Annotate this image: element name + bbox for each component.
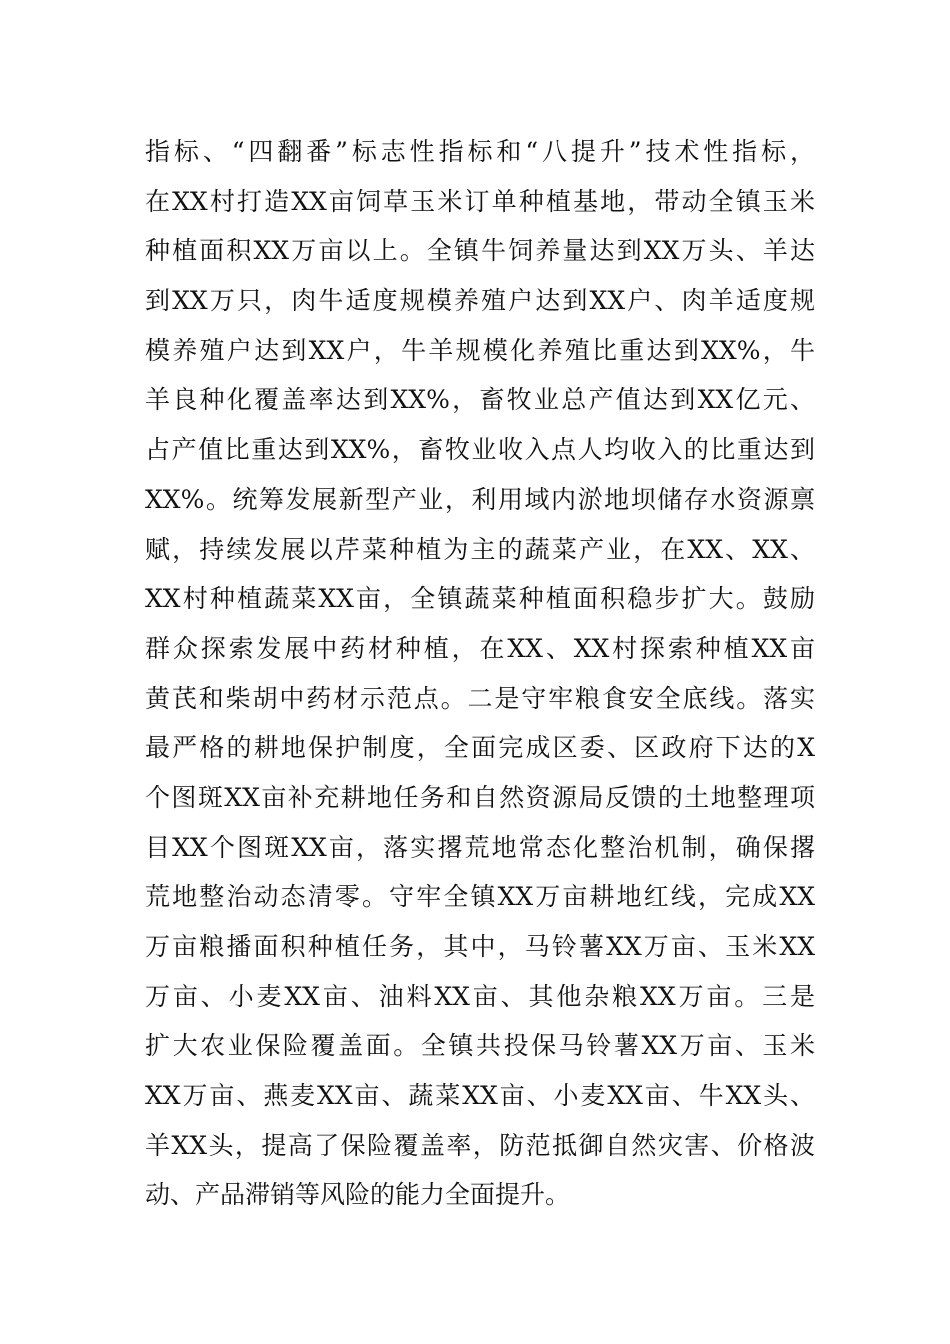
text-line: 群众探索发展中药材种植，在XX、XX村探索种植XX亩 [145,633,815,663]
text-line: 动、产品滞销等风险的能力全面提升。 [145,1180,571,1210]
text-line: XX%。统筹发展新型产业，利用域内淤地坝储存水资源禀 [145,484,815,514]
text-line: 羊XX头，提高了保险覆盖率，防范抵御自然灾害、价格波 [145,1130,815,1160]
text-line: 种植面积XX万亩以上。全镇牛饲养量达到XX万头、羊达 [145,236,815,266]
text-line: 模养殖户达到XX户，牛羊规模化养殖比重达到XX%，牛 [145,335,815,365]
text-line: 占产值比重达到XX%，畜牧业收入点人均收入的比重达到 [145,435,815,465]
text-line: 最严格的耕地保护制度，全面完成区委、区政府下达的X [145,733,815,763]
body-paragraph [145,127,815,1220]
text-line: 在XX村打造XX亩饲草玉米订单种植基地，带动全镇玉米 [145,186,815,216]
text-line: 指标、“四翻番”标志性指标和“八提升”技术性指标， [145,137,815,166]
text-line: 万亩粮播面积种植任务，其中，马铃薯XX万亩、玉米XX [145,932,815,961]
text-line: 扩大农业保险覆盖面。全镇共投保马铃薯XX万亩、玉米 [145,1031,815,1061]
text-line: 个图斑XX亩补充耕地任务和自然资源局反馈的土地整理项 [145,782,815,812]
text-line: 到XX万只，肉牛适度规模养殖户达到XX户、肉羊适度规 [145,286,815,316]
text-line: 目XX个图斑XX亩，落实撂荒地常态化整治机制，确保撂 [145,832,815,862]
text-line: 黄芪和柴胡中药材示范点。二是守牢粮食安全底线。落实 [145,683,815,713]
text-line: XX万亩、燕麦XX亩、蔬菜XX亩、小麦XX亩、牛XX头、 [145,1081,815,1111]
text-line: 赋，持续发展以芹菜种植为主的蔬菜产业，在XX、XX、 [145,534,815,564]
text-line: 羊良种化覆盖率达到XX%，畜牧业总产值达到XX亿元、 [145,385,815,415]
text-line: 荒地整治动态清零。守牢全镇XX万亩耕地红线，完成XX [145,882,815,912]
text-line: 万亩、小麦XX亩、油料XX亩、其他杂粮XX万亩。三是 [145,981,815,1011]
text-line: XX村种植蔬菜XX亩，全镇蔬菜种植面积稳步扩大。鼓励 [145,584,815,614]
